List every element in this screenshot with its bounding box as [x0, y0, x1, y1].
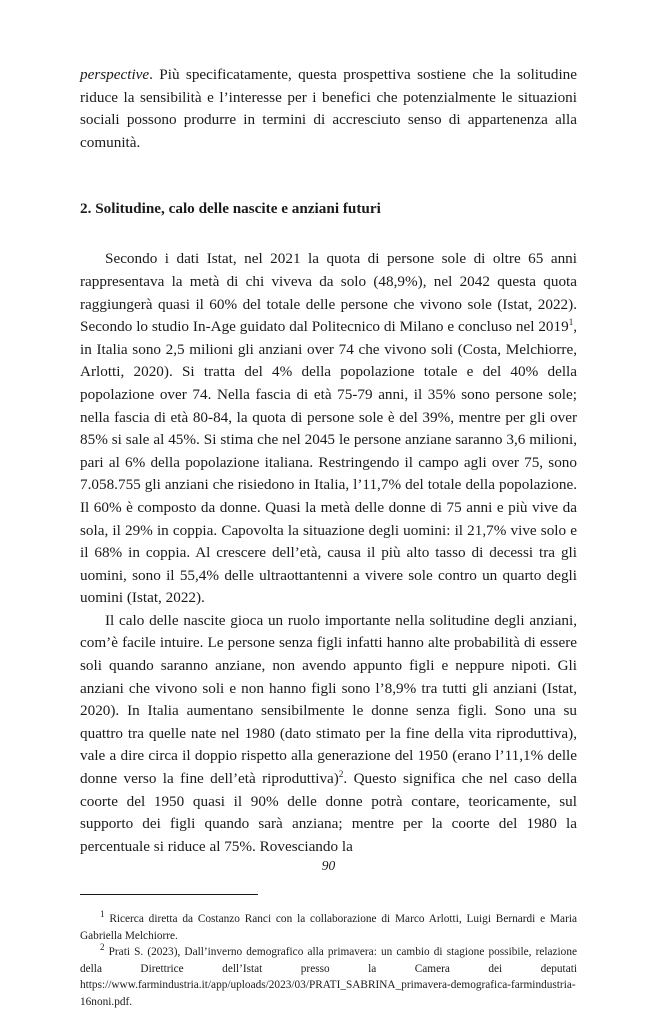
footnote-divider — [80, 894, 258, 895]
page-number: 90 — [321, 858, 336, 873]
italic-term: perspective — [80, 66, 150, 83]
paragraph-text: Il calo delle nascite gioca un ruolo importante nella solitudine degli anziani, com’è facile intuire. Le persone senza figli infatti hanno alte probabilità di essere soli quando saranno anziane, non avendo appunto figli e neppure nipoti. Gli anziani che vivono soli e non hanno figli sono l’8,9% tra tutti gli anziani (Istat, 2020). In Italia aumentano sensibilmente le donne senza figli. Sono una su quattro tra quelle nate nel 1980 (dato stimato per la fine della vita riproduttiva), vale a dire circa il doppio rispetto alla generazione del 1950 (erano l’11,1% delle donne verso la fine dell’età riproduttiva) — [80, 611, 577, 788]
body-paragraph-2 — [80, 610, 577, 859]
paragraph-text: . Questo significa che nel caso della coorte del 1950 quasi il 90% delle donne potrà contare, teoricamente, sul supporto dei figli quando sarà anziana; mentre per la coorte del 1980 la percentuale si riduce al 75%. Rovesciando la — [80, 770, 578, 855]
footnote-ref-2: 2 — [338, 768, 344, 779]
footnote-number: 1 — [100, 909, 105, 920]
footnote-text: Prati S. (2023), Dall’inverno demografico alla primavera: un cambio di stagione possibile, relazione della Direttrice dell’Istat presso la Camera dei deputati https://www.farmindustria.it/app/uploads/2023/03/PRATI_SABRINA_primavera-demografica-farmindustria-16noni.pdf. — [80, 946, 577, 1008]
footnote-1 — [80, 911, 577, 944]
intro-text: . Più specificatamente, questa prospettiva sostiene che la solitudine riduce la sensibilità e l’interesse per i benefici che potenzialmente le situazioni sociali possono produrre in termini di accresciuto senso di appartenenza alla comunità. — [80, 66, 577, 151]
paragraph-text: , in Italia sono 2,5 milioni gli anziani over 74 che vivono soli (Costa, Melchiorre, Arlotti, 2020). Si tratta del 4% della popolazione totale e del 40% della popolazione over 74. Nella fascia di età 75-79 anni, il 35% sono persone sole; nella fascia di età 80-84, la quota di persone sole è del 39%, mentre per gli over 85% si sale al 45%. Si stima che nel 2045 le persone anziane saranno 3,6 milioni, pari al 6% della popolazione italiana. Restringendo il campo agli over 75, sono 7.058.755 gli anziani che risiedono in Italia, l’11,7% del totale della popolazione. Il 60% è composto da donne. Quasi la metà delle donne di 75 anni e più vive da sola, il 29% in coppia. Capovolta la situazione degli uomini: il 21,7% vive solo e il 68% in coppia. Al crescere dell’età, causa il più alto tasso di decessi tra gli uomini, sono il 55,4% delle ultraottantenni a vivere sole contro un quarto degli uomini (Istat, 2022). — [80, 318, 577, 607]
footnote-text: Ricerca diretta da Costanzo Ranci con la collaborazione di Marco Arlotti, Luigi Bernardi e Maria Gabriella Melchiorre. — [80, 913, 577, 942]
section-heading: 2. Solitudine, calo delle nascite e anziani futuri — [80, 200, 381, 218]
footnote-number: 2 — [100, 942, 105, 953]
footnote-2 — [80, 944, 577, 1010]
paragraph-text: Secondo i dati Istat, nel 2021 la quota di persone sole di oltre 65 anni rappresentava la metà di chi viveva da solo (48,9%), nel 2042 questa quota raggiungerà quasi il 60% del totale delle persone che vivono sole (Istat, 2022). Secondo lo studio In-Age guidato dal Politecnico di Milano e concluso nel 2019 — [80, 250, 577, 336]
footnote-ref-1: 1 — [568, 317, 574, 328]
body-paragraph-1 — [80, 248, 577, 610]
intro-paragraph — [80, 64, 577, 154]
